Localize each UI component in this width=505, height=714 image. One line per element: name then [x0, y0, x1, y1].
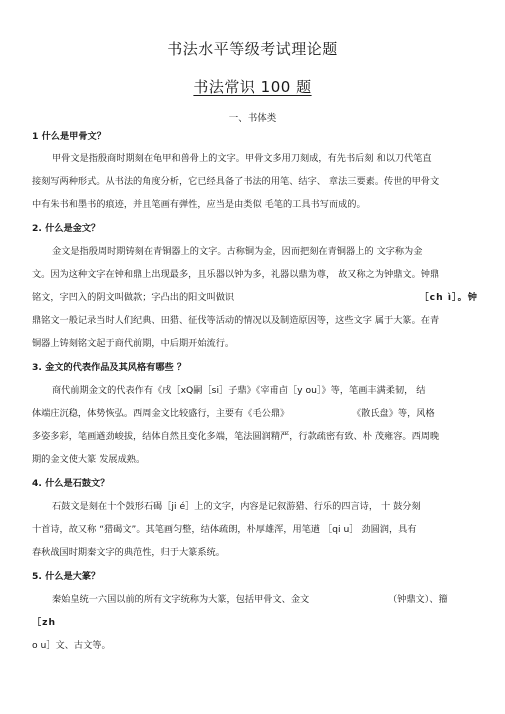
question-heading: 4. 什么是石鼓文？ [32, 478, 110, 489]
paragraph-line [52, 594, 478, 606]
section-heading: 一、书体类 [228, 113, 277, 124]
line-segment: 体端庄沉稳，体势恢弘。西周金文比较盛行，主要有《毛公鼎》 [32, 408, 290, 419]
paragraph-line: 金文是指殷周时期铸刻在青铜器上的文字。古称铜为金，因而把刻在青铜器上的 文字称为金 [52, 246, 423, 257]
paragraph-line: 铜器上铸刻铭文起于商代前期，中后期开始流行。 [32, 338, 235, 349]
question-heading: 3. 金文的代表作品及其风格有哪些 ？ [32, 362, 187, 373]
question-heading: 2. 什么是金文？ [32, 223, 101, 234]
paragraph-line: 接刻写两种形式。从书法的角度分析，它已经具备了书法的用笔、结字、 章法三要素。传世的甲骨文 [32, 176, 440, 187]
paragraph-line: 石鼓文是刻在十个鼓形石碣［ji é］上的文字，内容是记叙游猎、行乐的四言诗， 十 鼓分刻 [52, 501, 421, 512]
paragraph-line [32, 408, 478, 420]
document-title: 书法水平等级考试理论题 [167, 40, 338, 58]
paragraph-line: 甲骨文是指殷商时期刻在龟甲和兽骨上的文字。甲骨文多用刀刻成，有先书后刻 和以刀代笔直 [52, 153, 432, 164]
subtitle-text: 书法常识 100 题 [193, 78, 312, 96]
paragraph-line [32, 292, 478, 304]
paragraph-line: 多姿多彩，笔画遒劲峻拔，结体自然且变化多端，笔法圆润精严，行款疏密有致、朴 茂雍容。西周晚 [32, 431, 440, 442]
paragraph-line: 期的金文使大篆 发展成熟。 [32, 454, 146, 465]
paragraph-line: ［zh [32, 617, 57, 628]
paragraph-line: 鼎铭文一般记录当时人们纪典、田猎、征伐等活动的情况以及制造原因等，这些文字 属于大篆。在青 [32, 315, 440, 326]
paragraph-line: o u］文、古文等。 [32, 640, 111, 651]
paragraph-line: 春秋战国时期秦文字的典范性，归于大篆系统。 [32, 547, 225, 558]
line-segment: 《散氏盘》等，风格 [352, 408, 435, 419]
line-segment: （钟鼎文）、籀 [388, 594, 448, 605]
line-segment: 秦始皇统一六国以前的所有文字统称为大篆，包括甲骨文、金文 [52, 594, 310, 605]
question-heading: 5. 什么是大篆？ [32, 571, 101, 582]
paragraph-line: 中有朱书和墨书的痕迹，并且笔画有弹性，应当是由类似 毛笔的工具书写而成的。 [32, 199, 366, 210]
question-heading: 1 什么是甲骨文？ [32, 131, 106, 142]
paragraph-line: 十首诗，故又称 “猎碣文”。其笔画匀整，结体疏朗，朴厚雄浑，用笔遒 ［qi u］ 劲圆润，具有 [32, 524, 417, 535]
line-segment: 铭文，字凹入的阴文叫做款；字凸出的阳文叫做识 [32, 292, 235, 303]
paragraph-line: 文。因为这种文字在钟和鼎上出现最多，且乐器以钟为多，礼器以鼎为尊， 故又称之为钟鼎文。钟鼎 [32, 269, 440, 280]
paragraph-line: 商代前期金文的代表作有《戌［xQ嗣［si］子鼎》《宰甫卣［y ou］》等，笔画丰满柔韧， 结 [52, 385, 426, 396]
line-segment: ［ch ì］。钟 [419, 292, 478, 303]
document-subtitle [0, 76, 505, 97]
